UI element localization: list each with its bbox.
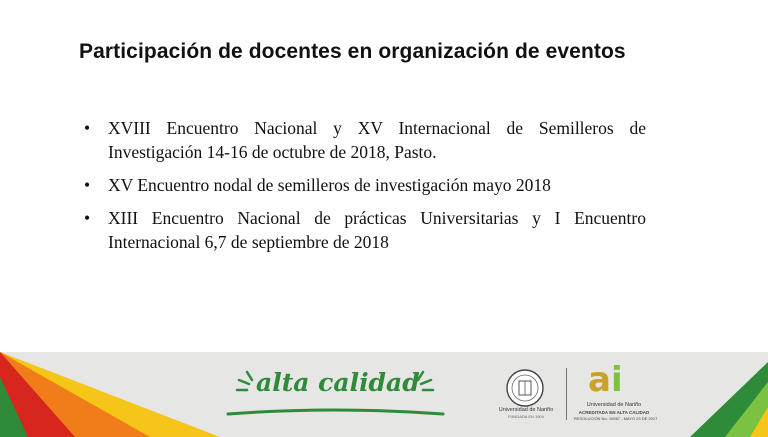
bullet-text: XIII Encuentro Nacional de prácticas Universitarias y I Encuentro Internacional 6,7 de septiembre de 2018 — [108, 208, 646, 252]
list-item — [84, 116, 646, 164]
ai-university-name: Universidad de Nariño — [586, 402, 642, 408]
alta-calidad-decoration-icon — [225, 362, 445, 424]
ai-logo-i: i — [610, 360, 623, 400]
university-founded: FUNDADA EN 1904 — [508, 414, 544, 419]
slide-title: Participación de docentes en organización de eventos — [79, 40, 626, 63]
accreditation-line-2: RESOLUCIÓN No. 10567 - MAYO 23 DE 2017 — [574, 416, 658, 421]
bullet-text: XV Encuentro nodal de semilleros de investigación mayo 2018 — [108, 175, 551, 195]
alta-calidad-text: alta calidad — [256, 368, 420, 397]
bullet-dot: • — [84, 175, 91, 195]
list-item — [84, 173, 646, 197]
university-seal-icon — [505, 368, 545, 408]
logo-divider — [566, 368, 567, 420]
bullet-text: XVIII Encuentro Nacional y XV Internacional de Semilleros de Investigación 14-16 de octubre de 2018, Pasto. — [108, 118, 646, 162]
bullet-dot: • — [84, 118, 91, 138]
ai-logo — [588, 360, 623, 400]
ai-logo-a: a — [588, 360, 611, 400]
bullet-dot: • — [84, 208, 91, 228]
bullet-list — [84, 116, 646, 263]
list-item — [84, 206, 646, 254]
university-name: Universidad de Nariño — [498, 407, 554, 413]
accreditation-line-1: ACREDITADA EN ALTA CALIDAD — [578, 410, 650, 415]
